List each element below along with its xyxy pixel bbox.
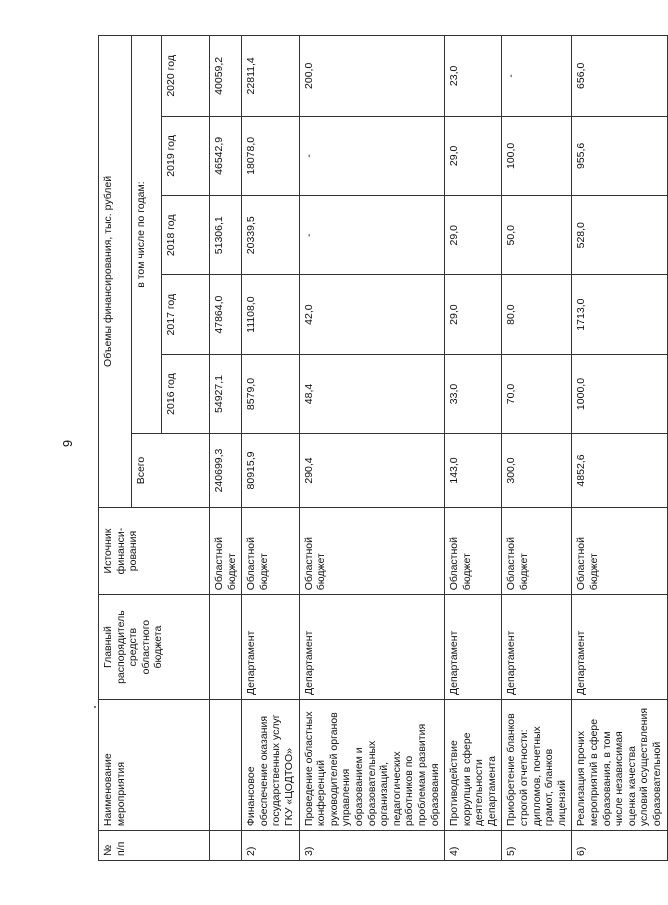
row-year-value: -: [502, 36, 572, 117]
row-total: 4852,6: [572, 434, 668, 508]
header-year: 2020 год: [162, 36, 210, 117]
row-year-value: 48,4: [299, 354, 445, 433]
row-year-value: 656,0: [572, 36, 668, 117]
row-year-value: 528,0: [572, 196, 668, 275]
row-year-value: 46542,9: [210, 116, 242, 195]
header-manager: Главный распорядитель средств областного бюджета: [99, 595, 210, 700]
row-name: Приобретение бланков строгой отчетности: дипломов, почетных грамот, бланков лицензий: [502, 699, 572, 830]
row-total: 143,0: [445, 434, 502, 508]
row-source: Областной бюджет: [210, 507, 242, 594]
row-year-value: 80,0: [502, 275, 572, 354]
row-total: 300,0: [502, 434, 572, 508]
row-year-value: 1713,0: [572, 275, 668, 354]
row-year-value: 20339,5: [242, 196, 299, 275]
row-year-value: 33,0: [445, 354, 502, 433]
row-year-value: 54927,1: [210, 354, 242, 433]
header-volumes: Объемы финансирования, тыс. рублей: [99, 36, 132, 508]
header-name: Наименование мероприятия: [99, 699, 210, 830]
table-row: [299, 36, 445, 861]
row-year-value: 18078,0: [242, 116, 299, 195]
header-year: 2016 год: [162, 354, 210, 433]
header-total: Всего: [132, 434, 210, 508]
row-year-value: 40059,2: [210, 36, 242, 117]
financing-table: [98, 35, 668, 861]
row-num: 3): [299, 831, 445, 861]
rotated-table-container: [98, 35, 663, 861]
row-source: Областной бюджет: [445, 507, 502, 594]
header-year: 2018 год: [162, 196, 210, 275]
row-year-value: 8579,0: [242, 354, 299, 433]
table-row: [210, 36, 242, 861]
row-name: Проведение областных конференций руководителей органов управления образованием и образовательных организаций, педагогических работников по проблемам развития образования: [299, 699, 445, 830]
row-manager: [210, 595, 242, 700]
table-row: [445, 36, 502, 861]
row-num: [210, 831, 242, 861]
header-source: Источник финанси-рования: [99, 507, 210, 594]
header-year: 2017 год: [162, 275, 210, 354]
row-manager: Департамент: [572, 595, 668, 700]
row-manager: Департамент: [242, 595, 299, 700]
row-manager: Департамент: [299, 595, 445, 700]
row-name: Противодействие коррупции в сфере деятельности Департамента: [445, 699, 502, 830]
header-year: 2019 год: [162, 116, 210, 195]
row-year-value: 50,0: [502, 196, 572, 275]
row-year-value: 1000,0: [572, 354, 668, 433]
row-source: Областной бюджет: [242, 507, 299, 594]
row-year-value: 51306,1: [210, 196, 242, 275]
row-total: 240699,3: [210, 434, 242, 508]
row-year-value: 23,0: [445, 36, 502, 117]
scan-artifact-dot: [94, 706, 96, 708]
row-total: 80915,9: [242, 434, 299, 508]
row-total: 290,4: [299, 434, 445, 508]
row-name: Реализация прочих мероприятий в сфере образования, в том числе независимая оценка качества условий осуществления образовательной: [572, 699, 668, 830]
row-year-value: 955,6: [572, 116, 668, 195]
row-name: Финансовое обеспечение оказания государственных услуг ГКУ «ЦОДТОО»: [242, 699, 299, 830]
row-num: 2): [242, 831, 299, 861]
row-year-value: 29,0: [445, 275, 502, 354]
row-year-value: -: [299, 196, 445, 275]
table-row: [242, 36, 299, 861]
row-year-value: -: [299, 116, 445, 195]
row-year-value: 42,0: [299, 275, 445, 354]
row-source: Областной бюджет: [502, 507, 572, 594]
row-year-value: 47864,0: [210, 275, 242, 354]
row-num: 4): [445, 831, 502, 861]
page-number: 9: [60, 439, 76, 448]
row-manager: Департамент: [502, 595, 572, 700]
header-num: № п/п: [99, 831, 210, 861]
table-row: [572, 36, 668, 861]
row-manager: Департамент: [445, 595, 502, 700]
row-year-value: 11108,0: [242, 275, 299, 354]
row-num: 5): [502, 831, 572, 861]
row-year-value: 70,0: [502, 354, 572, 433]
row-year-value: 22811,4: [242, 36, 299, 117]
table-row: [502, 36, 572, 861]
row-year-value: 200,0: [299, 36, 445, 117]
row-year-value: 100,0: [502, 116, 572, 195]
row-source: Областной бюджет: [572, 507, 668, 594]
row-name: [210, 699, 242, 830]
row-num: 6): [572, 831, 668, 861]
header-by-years: в том числе по годам:: [132, 36, 162, 434]
row-year-value: 29,0: [445, 116, 502, 195]
row-year-value: 29,0: [445, 196, 502, 275]
row-source: Областной бюджет: [299, 507, 445, 594]
